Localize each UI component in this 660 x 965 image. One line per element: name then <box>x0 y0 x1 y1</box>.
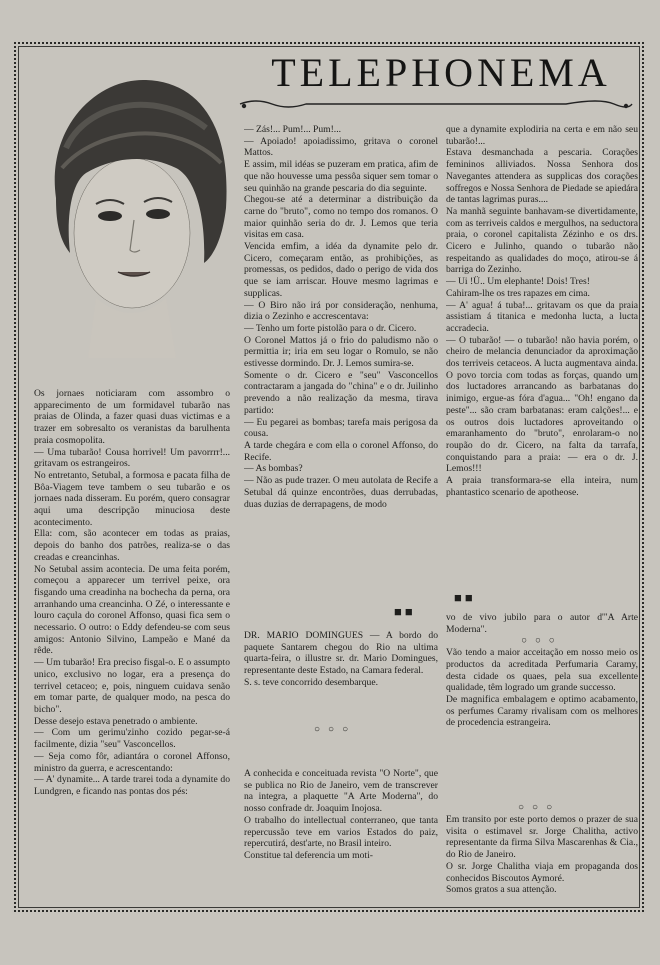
paragraph: Cahiram-lhe os tres rapazes em cima. <box>446 287 590 299</box>
section-circles: ○○○ <box>518 802 561 813</box>
paragraph: vo de vivo jubilo para o autor d'"A Arte Moderna". <box>446 612 638 635</box>
paragraph: — O Biro não irá por consideração, nenhuma, dizia o Zezinho e accrescentava: <box>244 299 438 323</box>
paragraph: — A' dynamite... A tarde trarei toda a dynamite do Lundgren, e ficando nas pontas dos pés: <box>34 774 230 797</box>
paragraph: O sr. Jorge Chalitha viaja em propaganda dos conhecidos Biscoutos Aymoré. <box>446 860 638 884</box>
paragraph: Constitue tal deferencia um moti- <box>244 849 373 861</box>
paragraph: Somos gratos a sua attenção. <box>446 884 557 894</box>
section-circles: ○○○ <box>314 724 357 735</box>
paragraph: Em transito por este porto demos o prazer de sua visita o estimavel sr. Jorge Chalitha, activo representante da firma Silva Mascarenhas & Cia., do Rio de Janeiro. <box>446 814 638 861</box>
paragraph: — Um tubarão! Era preciso fisgal-o. E o assumpto unico, exclusivo no logar, era a presença do terrivel cetaceo; e, pois, ninguem cuidava senão em tomar parte, de qualquer modo, na pesca do bicho". <box>34 657 230 715</box>
paragraph: — Tenho um forte pistolão para o dr. Cicero. <box>244 322 417 334</box>
paragraph: — A' agua! á tuba!... gritavam os que da praia assistiam á titanica e medonha lucta, a lucta accradecia. <box>446 299 638 334</box>
paragraph: Desse desejo estava penetrado o ambiente. <box>34 715 198 727</box>
portrait-photo <box>26 58 236 358</box>
paragraph: Os jornaes noticiaram com assombro o apparecimento de um formidavel tubarão nas praias de Olinda, a fazer quasi duas victimas e a trazer em sobresalto os veranistas da barulhenta praia cosmopolita. <box>34 388 230 446</box>
paragraph: DR. MARIO DOMINGUES — A bordo do paquete Santarem chegou do Rio na ultima quarta-feira, o illustre sr. dr. Mario Domingues, representante deste Estado, na Camara federal. <box>244 630 438 677</box>
paragraph: — As bombas? <box>244 463 303 475</box>
paragraph: Vão tendo a maior acceitação em nosso meio os productos da acreditada Perfumaria Caramy, desta cidade os quaes, pela sua excellente qualidade, têm logrado um grande successo. <box>446 647 638 694</box>
paragraph: Estava desmanchada a pescaria. Corações femininos alliviados. Nossa Senhora dos Navegantes attendera as supplicas dos corações soffregos e Nossa Senhora de Piedade se apiedára de tantas lagrimas puras.... <box>446 147 638 206</box>
paragraph: — Não as pude trazer. O meu autolata de Recife a Setubal dá quinze encontrões, duas derrubadas, duas duzias de derrapagens, de modo <box>244 475 438 510</box>
paragraph: — Zás!... Pum!... Pum!... <box>244 124 342 135</box>
paragraph: E assim, mil idéas se puzeram em pratica, afim de que não houvesse uma pessôa siquer sem tomar o seu quinhão na grande pescaria do dia seguinte. <box>244 159 438 194</box>
paragraph: O trabalho do intellectual conterraneo, que tanta repercussão teve em varios Estados do paiz, repercutirá, dest'arte, no Brasil inteiro. <box>244 814 438 850</box>
paragraph: S. s. teve concorrido desembarque. <box>244 676 379 688</box>
title-ornament <box>236 98 634 110</box>
review-note <box>244 768 438 898</box>
paragraph: Na manhã seguinte banhavam-se divertidamente, com as terriveis caldos e mergulhos, na seductora praia, o coronel capitalista Zézinho e os drs. Cicero e Julinho, quando o tubarão não respeitando as qualidades do moço, atirou-se á barriga do Zezinho. <box>446 205 638 276</box>
column-1 <box>34 388 230 888</box>
section-marks: ■■ <box>394 604 416 619</box>
paragraph: Chegou-se até a determinar a distribuição da carne do "bruto", como no tempo dos romanos. O maior quinhão seria do dr. J. Lemos que teria visitas em casa. <box>244 194 438 241</box>
paragraph: Ella: com, são acontecer em todas as praias, depois do banho dos patrões, realiza-se o das creadas e creancinhas. <box>34 528 230 563</box>
paragraph: — Seja como fôr, adiantára o coronel Affonso, ministro da guerra, e acrescentando: <box>34 750 230 774</box>
paragraph: que a dynamite explodiria na certa e em não seu tubarão!... <box>446 124 638 147</box>
paragraph: — Ui !Ü.. Um elephante! Dois! Tres! <box>446 276 590 288</box>
paragraph: Somente o dr. Cicero e "seu" Vasconcellos contractaram a jangada do "china" e o dr. Juilinho prevendo a não realização da mesma, tirava partido: <box>244 369 438 416</box>
paragraph: Vencida emfim, a idéa da dynamite pelo dr. Cicero, começaram então, as prohibições, as promessas, os pedidos, dado o perigo de vida dos que se iam arriscar. Houve mesmo lagrimas e supplicas. <box>244 241 438 299</box>
paragraph: O Coronel Mattos já o frio do paludismo não o permittia ir; iria em seu logar o Romulo, se não estivesse dormindo. Dr. J. Lemos sumira-se. <box>244 334 438 370</box>
section-marks: ■■ <box>454 590 476 605</box>
paragraph: — Com um gerimu'zinho cozido pegar-se-á facilmente, dizia "seu" Vasconcellos. <box>34 727 230 751</box>
paragraph: De magnifica embalagem e optimo acabamento, os perfumes Caramy rivalisam com os melhores de procedencia estrangeira. <box>446 693 638 729</box>
column-3 <box>446 124 638 582</box>
column-2 <box>244 124 438 594</box>
paragraph: No entretanto, Setubal, a formosa e pacata filha de Bôa-Viagem teve tambem o seu tubarão e os jornaes nada disseram. Eu porém, quero consagrar aqui uma descripção minuciosa deste acontecimento. <box>34 469 230 528</box>
paragraph: — O tubarão! — o tubarão! não havia porém, o cheiro de melancia denunciador da aproximação dos terriveis cetaceos. A lucta augmentava ainda. O povo torcia com todas as forças, quando um dos luctadores arrancando as barbatanas do inimigo, ergue-as fóra d'agua... "Oh! engano da peste"... são cram barbatanas: eram calções!... e os outros dois luctadores aproveitando o emaranhamento do "bruto", enrolaram-o no roupão do dr. Cicero, na falta da tarrafa, conquistando para a praia: — era o dr. J. Lemos!!! <box>446 334 638 475</box>
visit-note <box>446 814 638 894</box>
paragraph: A praia transformara-se ella inteira, num phantastico scenario de apotheose. <box>446 475 638 498</box>
news-note <box>244 630 438 718</box>
page-title: TELEPHONEMA <box>271 50 611 95</box>
advertisement-note <box>446 612 638 802</box>
paragraph: — Eu pegarei as bombas; tarefa mais perigosa da cousa. <box>244 416 438 440</box>
section-circles: ○○○ <box>521 635 563 647</box>
paragraph: No Setubal assim acontecia. De uma feita porém, começou a apparecer um terrivel peixe, ora fisgando uma creadinha na bochecha da perna, ora arranhando uma creancinha. O Zé, o interessante e louro caçula do coronel Affonso, quasi fica sem o necessario. O outro: o Eddy defendeu-se com seus amigos: Antonio Silvino, Lampeão e Mané da rêde. <box>34 563 230 657</box>
paragraph: — Uma tubarão! Cousa horrivel! Um pavorrrr!... gritavam os estrangeiros. <box>34 446 230 470</box>
paragraph: A tarde chegára e com ella o coronel Affonso, do Recife. <box>244 439 438 463</box>
paragraph: — Apoiado! apoiadissimo, gritava o coronel Mattos. <box>244 135 438 159</box>
paragraph: A conhecida e conceituada revista "O Norte", que se publica no Rio de Janeiro, vem de transcrever na integra, a plaquette "A Arte Moderna", do nosso confrade dr. Joaquim Inojosa. <box>244 768 438 815</box>
